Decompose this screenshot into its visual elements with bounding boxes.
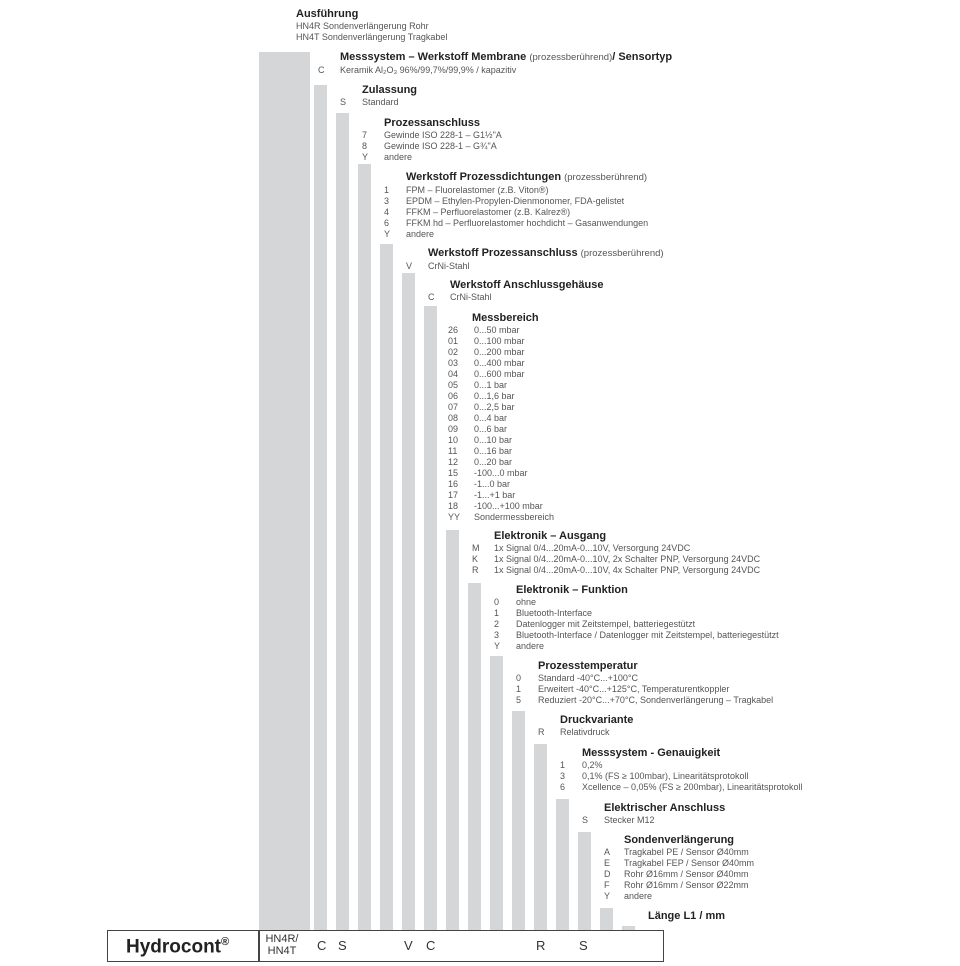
option-text: Keramik Al₂O₃ 96%/99,7%/99,9% / kapazitiv	[340, 65, 517, 75]
list-item	[448, 468, 554, 479]
option-code: 0	[516, 673, 522, 683]
option-text: Tragkabel PE / Sensor Ø40mm	[624, 847, 749, 857]
option-text: 0...16 bar	[474, 446, 513, 456]
list-item	[448, 479, 554, 490]
code-gehaeuse: C	[426, 938, 436, 953]
option-text: 0...400 mbar	[474, 358, 525, 368]
list-item	[448, 358, 554, 369]
option-code: S	[340, 97, 347, 107]
option-text: Standard	[362, 97, 399, 107]
option-code: K	[472, 554, 479, 564]
option-code: 3	[560, 771, 566, 781]
section-laenge	[648, 909, 725, 923]
option-text: 0...2,5 bar	[474, 402, 515, 412]
option-text: Tragkabel FEP / Sensor Ø40mm	[624, 858, 755, 868]
section-druckvariante	[538, 713, 633, 738]
column-bar-dichtungen	[380, 244, 393, 932]
order-code-box	[107, 930, 664, 962]
option-text: FPM – Fluorelastomer (z.B. Viton®)	[406, 185, 549, 195]
box-divider	[258, 931, 260, 961]
option-text: CrNi-Stahl	[450, 292, 492, 302]
option-text: -100...0 mbar	[474, 468, 528, 478]
model-line: HN4R/	[265, 933, 299, 945]
list-item	[362, 130, 502, 141]
messbereich-list	[448, 325, 554, 523]
option-code: 18	[448, 501, 459, 511]
list-item	[448, 336, 554, 347]
title-note: (prozessberührend)	[564, 172, 648, 183]
option-code: 2	[494, 619, 500, 629]
section-title: Werkstoff Anschlussgehäuse	[450, 279, 604, 291]
list-item	[448, 435, 554, 446]
option-code: 4	[384, 207, 390, 217]
section-title	[318, 50, 672, 65]
section-title	[406, 246, 664, 261]
option-code: 06	[448, 391, 459, 401]
list-item	[384, 229, 648, 240]
option-text: 0...4 bar	[474, 413, 508, 423]
option-code: 6	[560, 782, 566, 792]
column-bar-druckvariante	[534, 744, 547, 932]
option-code: C	[428, 292, 435, 302]
option-code: Y	[362, 152, 369, 162]
section-title	[384, 170, 648, 185]
column-bar-sondenverlaengerung	[600, 908, 613, 932]
option-code: 11	[448, 446, 458, 456]
option-text: 0,2%	[582, 760, 603, 770]
option-code: R	[472, 565, 479, 575]
column-bar-gehaeuse	[424, 306, 437, 932]
option-code: 3	[494, 630, 500, 640]
option-text: Standard -40°C...+100°C	[538, 673, 639, 683]
list-item	[604, 891, 754, 902]
title-note: (prozessberührend)	[580, 248, 664, 259]
option-text: 0...10 bar	[474, 435, 513, 445]
option-code: 3	[384, 196, 390, 206]
column-bar-messbereich	[446, 530, 459, 932]
list-item	[604, 880, 754, 891]
column-bar-prozesstemperatur	[512, 711, 525, 932]
option-text: andere	[516, 641, 545, 651]
list-item	[448, 512, 554, 523]
option-text: ohne	[516, 597, 537, 607]
option-code: 09	[448, 424, 459, 434]
list-item	[516, 684, 773, 695]
option-code: D	[604, 869, 611, 879]
column-bar-werkstoff-anschluss	[402, 273, 415, 932]
column-bar-ausfuehrung	[259, 52, 310, 932]
section-el-anschluss	[582, 801, 725, 826]
option-text: FFKM – Perfluorelastomer (z.B. Kalrez®)	[406, 207, 571, 217]
list-item	[448, 490, 554, 501]
option-code: 05	[448, 380, 459, 390]
section-elektronik-funktion	[494, 583, 779, 652]
option-code: 08	[448, 413, 459, 423]
title-part: / Sensortyp	[612, 51, 673, 63]
column-bar-zulassung	[336, 113, 349, 932]
list-item	[604, 847, 754, 858]
option-text: Reduziert -20°C...+70°C, Sondenverlängerung – Tragkabel	[538, 695, 774, 705]
section-title: Druckvariante	[560, 714, 634, 726]
option-text: 0...200 mbar	[474, 347, 525, 357]
option-code: F	[604, 880, 610, 890]
list-item	[516, 673, 773, 684]
option-text: Bluetooth-Interface / Datenlogger mit Zeitstempel, batteriegestützt	[516, 630, 779, 640]
list-item	[448, 402, 554, 413]
list-item	[472, 543, 760, 554]
option-text: -1...+1 bar	[474, 490, 516, 500]
option-code: R	[538, 727, 545, 737]
option-text: Rohr Ø16mm / Sensor Ø22mm	[624, 880, 749, 890]
list-item	[362, 141, 502, 152]
option-text: Bluetooth-Interface	[516, 608, 593, 618]
title-part: Werkstoff Prozessdichtungen	[406, 171, 562, 183]
section-prozessanschluss	[362, 116, 502, 163]
list-item	[516, 695, 773, 706]
section-sondenverlaengerung	[604, 833, 754, 902]
model-line: HN4T	[267, 945, 297, 957]
option-code: YY	[448, 512, 461, 522]
section-title: Sondenverlängerung	[624, 834, 735, 846]
list-item	[494, 641, 779, 652]
list-item	[560, 760, 803, 771]
option-text: HN4T Sondenverlängerung Tragkabel	[296, 32, 448, 42]
section-messsystem	[318, 50, 672, 76]
option-text: 0...1,6 bar	[474, 391, 515, 401]
column-bar-el-anschluss	[578, 832, 591, 932]
option-code: A	[604, 847, 611, 857]
option-code: 7	[362, 130, 368, 140]
section-genauigkeit	[560, 746, 803, 793]
section-title: Zulassung	[362, 84, 418, 96]
list-item	[448, 347, 554, 358]
column-bar-genauigkeit	[556, 799, 569, 932]
option-text: Erweitert -40°C...+125°C, Temperaturentkoppler	[538, 684, 730, 694]
option-code: 1	[560, 760, 566, 770]
option-code: Y	[494, 641, 501, 651]
column-bar-elektronik-ausgang	[468, 583, 481, 932]
option-code: 10	[448, 435, 459, 445]
list-item	[604, 869, 754, 880]
code-zulassung: S	[338, 938, 347, 953]
option-text: 1x Signal 0/4...20mA-0...10V, 4x Schalter PNP, Versorgung 24VDC	[494, 565, 761, 575]
code-messsystem: C	[317, 938, 327, 953]
list-item	[448, 325, 554, 336]
option-code: 0	[494, 597, 500, 607]
column-bar-prozessanschluss	[358, 164, 371, 932]
list-item	[560, 771, 803, 782]
title-part: Messsystem – Werkstoff Membrane	[340, 51, 527, 63]
list-item	[494, 608, 779, 619]
option-text: Sondermessbereich	[474, 512, 555, 522]
option-code: 1	[516, 684, 522, 694]
list-item	[448, 446, 554, 457]
option-text: 1x Signal 0/4...20mA-0...10V, 2x Schalter PNP, Versorgung 24VDC	[494, 554, 761, 564]
option-code: 8	[362, 141, 368, 151]
registered-mark: ®	[221, 936, 230, 948]
section-elektronik-ausgang	[472, 529, 760, 576]
option-text: andere	[406, 229, 435, 239]
list-item	[472, 565, 760, 576]
section-title: Elektrischer Anschluss	[604, 802, 726, 814]
section-title: Prozessanschluss	[384, 117, 480, 129]
list-item	[448, 424, 554, 435]
option-text: 1x Signal 0/4...20mA-0...10V, Versorgung 24VDC	[494, 543, 691, 553]
section-dichtungen	[384, 170, 648, 240]
option-text: Relativdruck	[560, 727, 610, 737]
option-code: 12	[448, 457, 459, 467]
list-item	[494, 630, 779, 641]
option-text: andere	[624, 891, 653, 901]
section-zulassung	[340, 83, 417, 108]
option-code: 01	[448, 336, 459, 346]
option-text: HN4R Sondenverlängerung Rohr	[296, 21, 429, 31]
option-code: M	[472, 543, 480, 553]
section-werkstoff-anschluss	[406, 246, 664, 272]
option-text: 0...6 bar	[474, 424, 508, 434]
list-item	[384, 218, 648, 229]
option-code: Y	[384, 229, 391, 239]
option-code: 26	[448, 325, 459, 335]
option-text: Stecker M12	[604, 815, 655, 825]
list-item	[448, 380, 554, 391]
column-bar-messsystem	[314, 85, 327, 932]
option-text: Xcellence – 0,05% (FS ≥ 200mbar), Linearitätsprotokoll	[582, 782, 803, 792]
section-gehaeuse	[428, 278, 603, 303]
option-text: 0...1 bar	[474, 380, 508, 390]
section-title: Ausführung	[296, 8, 359, 20]
list-item	[448, 501, 554, 512]
option-code: 6	[384, 218, 390, 228]
option-text: Datenlogger mit Zeitstempel, batteriegestützt	[516, 619, 696, 629]
option-code: 03	[448, 358, 459, 368]
title-note: (prozessberührend)	[529, 52, 613, 63]
option-code: 17	[448, 490, 459, 500]
option-text: 0...100 mbar	[474, 336, 525, 346]
option-code: C	[318, 65, 325, 75]
option-code: 07	[448, 402, 459, 412]
option-code: E	[604, 858, 611, 868]
list-item	[448, 457, 554, 468]
section-title: Elektronik – Ausgang	[494, 530, 607, 542]
section-title: Länge L1 / mm	[648, 910, 726, 922]
list-item	[604, 858, 754, 869]
option-text: FFKM hd – Perfluorelastomer hochdicht – Gasanwendungen	[406, 218, 649, 228]
code-druckvariante: R	[536, 938, 546, 953]
list-item	[448, 413, 554, 424]
option-code: 16	[448, 479, 459, 489]
section-prozesstemperatur	[516, 659, 773, 706]
option-text: 0...20 bar	[474, 457, 513, 467]
list-item	[362, 152, 502, 163]
option-text: Rohr Ø16mm / Sensor Ø40mm	[624, 869, 749, 879]
option-code: 5	[516, 695, 522, 705]
section-messbereich	[448, 311, 554, 523]
option-code: Y	[604, 891, 611, 901]
list-item	[494, 619, 779, 630]
list-item	[384, 196, 648, 207]
option-code: V	[406, 261, 413, 271]
code-werkstoff-anschluss: V	[404, 938, 413, 953]
option-text: EPDM – Ethylen-Propylen-Dienmonomer, FDA-gelistet	[406, 196, 625, 206]
list-item	[560, 782, 803, 793]
brand-text: Hydrocont	[126, 936, 221, 958]
section-title: Messsystem - Genauigkeit	[582, 747, 721, 759]
section-title: Prozesstemperatur	[538, 660, 638, 672]
option-text: Gewinde ISO 228-1 – G1½"A	[384, 130, 502, 140]
list-item	[384, 185, 648, 196]
title-part: Werkstoff Prozessanschluss	[428, 247, 578, 259]
option-text: 0...600 mbar	[474, 369, 525, 379]
option-text: -1...0 bar	[474, 479, 511, 489]
option-text: -100...+100 mbar	[474, 501, 543, 511]
list-item	[472, 554, 760, 565]
option-text: 0,1% (FS ≥ 100mbar), Linearitätsprotokoll	[582, 771, 749, 781]
list-item	[384, 207, 648, 218]
brand-name	[126, 936, 229, 958]
model-code	[262, 933, 302, 957]
code-el-anschluss: S	[579, 938, 588, 953]
option-code: 1	[494, 608, 500, 618]
section-title: Elektronik – Funktion	[516, 584, 628, 596]
option-text: Gewinde ISO 228-1 – G¾"A	[384, 141, 497, 151]
option-text: 0...50 mbar	[474, 325, 520, 335]
option-code: 15	[448, 468, 459, 478]
list-item	[448, 391, 554, 402]
option-code: 1	[384, 185, 390, 195]
option-text: CrNi-Stahl	[428, 261, 470, 271]
list-item	[494, 597, 779, 608]
option-text: andere	[384, 152, 413, 162]
option-code: S	[582, 815, 589, 825]
section-title: Messbereich	[472, 312, 539, 324]
list-item	[448, 369, 554, 380]
option-code: 04	[448, 369, 459, 379]
option-code: 02	[448, 347, 459, 357]
section-ausfuehrung	[296, 7, 447, 43]
column-bar-elektronik-funktion	[490, 656, 503, 932]
